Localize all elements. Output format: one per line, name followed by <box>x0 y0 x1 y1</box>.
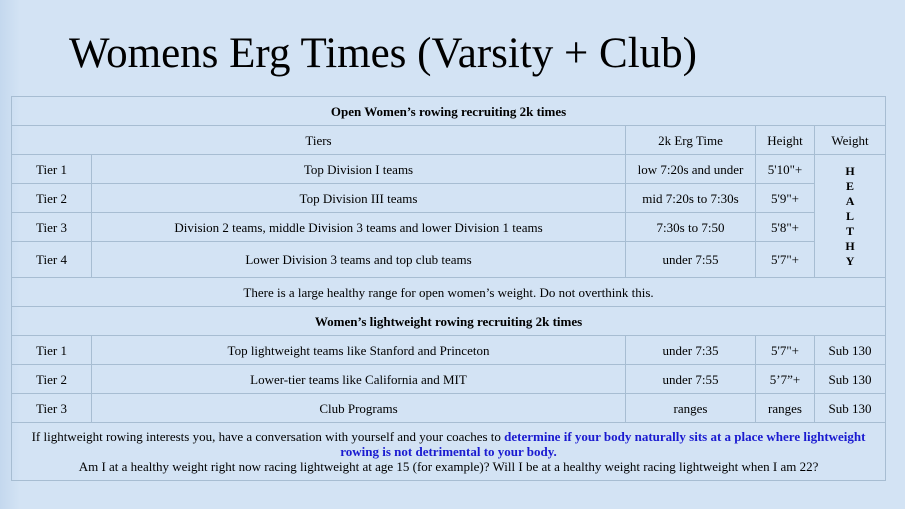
healthy-letter: A <box>845 193 855 208</box>
description-cell: Division 2 teams, middle Division 3 teams and lower Division 1 teams <box>92 213 626 242</box>
tier-cell: Tier 2 <box>12 365 92 394</box>
col-header-height: Height <box>756 126 815 155</box>
healthy-letter: T <box>846 223 855 238</box>
recruiting-times-table <box>11 96 886 481</box>
description-cell: Top lightweight teams like Stanford and Princeton <box>92 336 626 365</box>
col-header-weight: Weight <box>815 126 886 155</box>
erg-time-cell: mid 7:20s to 7:30s <box>626 184 756 213</box>
open-heading-row <box>12 97 886 126</box>
height-cell: 5’7”+ <box>756 365 815 394</box>
tier-cell: Tier 2 <box>12 184 92 213</box>
tier-cell: Tier 1 <box>12 336 92 365</box>
erg-time-cell: under 7:35 <box>626 336 756 365</box>
erg-time-cell: under 7:55 <box>626 365 756 394</box>
description-cell: Top Division III teams <box>92 184 626 213</box>
lightweight-note-question: Am I at a healthy weight right now racing lightweight at age 15 (for example)? Will I be at a healthy weight racing lightweight when I am 22? <box>78 459 819 474</box>
lightweight-note-row <box>12 423 886 481</box>
open-table-heading: Open Women’s rowing recruiting 2k times <box>12 97 886 126</box>
height-cell: ranges <box>756 394 815 423</box>
erg-time-cell: under 7:55 <box>626 242 756 278</box>
weight-healthy-cell <box>815 155 886 278</box>
healthy-letter: H <box>845 238 855 253</box>
healthy-letter: E <box>846 178 855 193</box>
weight-cell: Sub 130 <box>815 365 886 394</box>
tier-cell: Tier 4 <box>12 242 92 278</box>
erg-time-cell: low 7:20s and under <box>626 155 756 184</box>
height-cell: 5'8"+ <box>756 213 815 242</box>
healthy-letter: L <box>846 208 855 223</box>
slide-title: Womens Erg Times (Varsity + Club) <box>69 30 697 77</box>
erg-time-cell: ranges <box>626 394 756 423</box>
lightweight-note-text: If lightweight rowing interests you, have a conversation with yourself and your coaches to <box>31 429 505 444</box>
height-cell: 5'10"+ <box>756 155 815 184</box>
erg-time-cell: 7:30s to 7:50 <box>626 213 756 242</box>
table-row <box>12 242 886 278</box>
open-weight-note: There is a large healthy range for open women’s weight. Do not overthink this. <box>12 278 886 307</box>
lightweight-heading-row <box>12 307 886 336</box>
table-row <box>12 184 886 213</box>
height-cell: 5'7"+ <box>756 242 815 278</box>
healthy-letter: H <box>845 163 855 178</box>
col-header-erg: 2k Erg Time <box>626 126 756 155</box>
tier-cell: Tier 3 <box>12 394 92 423</box>
height-cell: 5'7"+ <box>756 336 815 365</box>
description-cell: Top Division I teams <box>92 155 626 184</box>
healthy-letter: Y <box>845 253 855 268</box>
col-header-tiers: Tiers <box>12 126 626 155</box>
healthy-vertical-text <box>845 164 854 269</box>
description-cell: Lower-tier teams like California and MIT <box>92 365 626 394</box>
open-note-row <box>12 278 886 307</box>
tier-cell: Tier 3 <box>12 213 92 242</box>
column-header-row <box>12 126 886 155</box>
table-row <box>12 336 886 365</box>
table-row <box>12 155 886 184</box>
weight-cell: Sub 130 <box>815 336 886 365</box>
description-cell: Club Programs <box>92 394 626 423</box>
description-cell: Lower Division 3 teams and top club teams <box>92 242 626 278</box>
lightweight-note <box>12 423 886 481</box>
lightweight-note-emphasis: determine if your body naturally sits at a place where lightweight rowing is not detrimental to your body. <box>340 429 866 459</box>
weight-cell: Sub 130 <box>815 394 886 423</box>
table-row <box>12 213 886 242</box>
table-row <box>12 365 886 394</box>
height-cell: 5'9"+ <box>756 184 815 213</box>
tier-cell: Tier 1 <box>12 155 92 184</box>
table-row <box>12 394 886 423</box>
lightweight-table-heading: Women’s lightweight rowing recruiting 2k times <box>12 307 886 336</box>
